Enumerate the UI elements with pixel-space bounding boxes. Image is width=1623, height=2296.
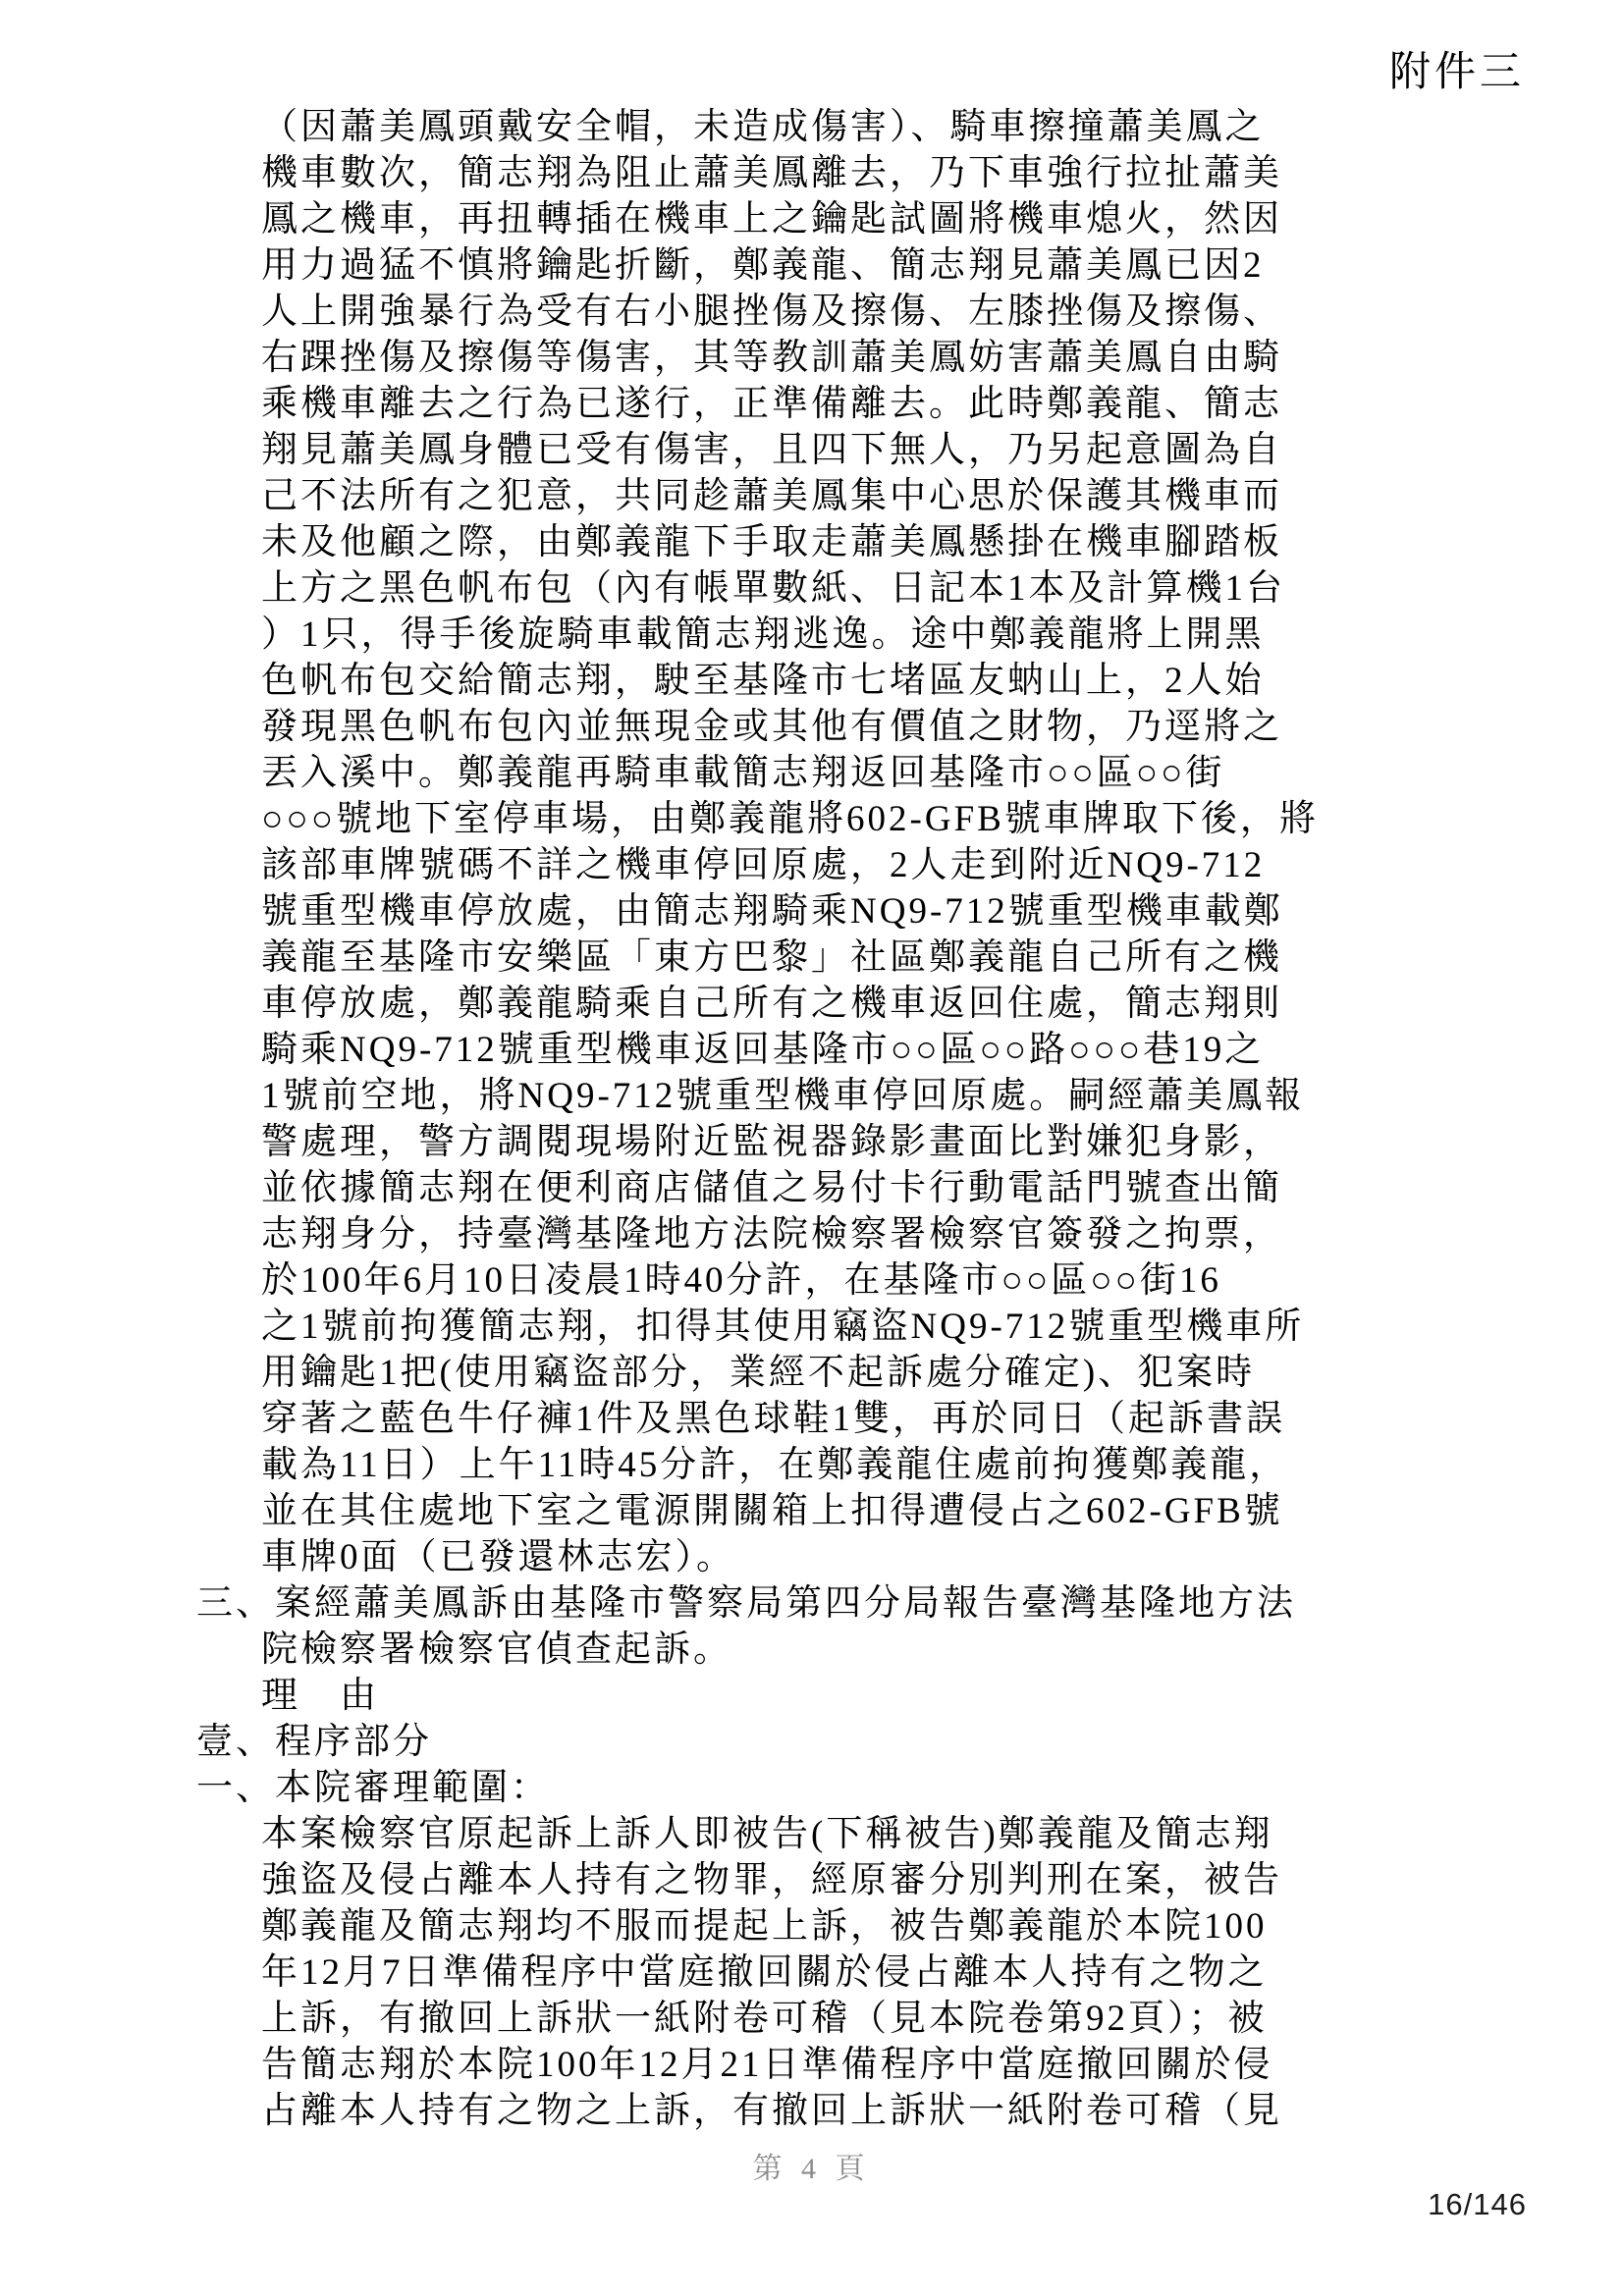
text-line: 於100年6月10日凌晨1時40分許，在基隆市○○區○○街16 bbox=[261, 1260, 1221, 1301]
text-line: 車牌0面（已發還林志宏）。 bbox=[261, 1537, 735, 1577]
text-line: 乘機車離去之行為已遂行，正準備離去。此時鄭義龍、簡志 bbox=[261, 384, 1282, 424]
text-line: 人上開強暴行為受有右小腿挫傷及擦傷、左膝挫傷及擦傷、 bbox=[261, 292, 1282, 332]
text-line: 三、案經蕭美鳳訴由基隆市警察局第四分局報告臺灣基隆地方法 bbox=[196, 1583, 1296, 1624]
text-line: 騎乘NQ9-712號重型機車返回基隆市○○區○○路○○○巷19之 bbox=[261, 1030, 1265, 1070]
text-line: 鳳之機車，再扭轉插在機車上之鑰匙試圖將機車熄火，然因 bbox=[261, 199, 1282, 240]
pdf-page-indicator: 16/146 bbox=[1428, 2187, 1527, 2221]
text-line: 之1號前拘獲簡志翔，扣得其使用竊盜NQ9-712號重型機車所 bbox=[261, 1307, 1305, 1347]
text-line: 該部車牌號碼不詳之機車停回原處，2人走到附近NQ9-712 bbox=[261, 845, 1266, 885]
text-line: ）1只，得手後旋騎車載簡志翔逃逸。途中鄭義龍將上開黑 bbox=[261, 614, 1265, 655]
text-line: 鄭義龍及簡志翔均不服而提起上訴，被告鄭義龍於本院100 bbox=[261, 1906, 1268, 1947]
text-line: 右踝挫傷及擦傷等傷害，其等教訓蕭美鳳妨害蕭美鳳自由騎 bbox=[261, 338, 1282, 378]
text-line: 載為11日）上午11時45分許，在鄭義龍住處前拘獲鄭義龍， bbox=[261, 1445, 1289, 1485]
text-line: 理 由 bbox=[261, 1676, 379, 1716]
text-line: 丟入溪中。鄭義龍再騎車載簡志翔返回基隆市○○區○○街 bbox=[261, 753, 1225, 793]
text-line: 用力過猛不慎將鑰匙折斷，鄭義龍、簡志翔見蕭美鳳已因2 bbox=[261, 245, 1265, 286]
text-line: 車停放處，鄭義龍騎乘自己所有之機車返回住處，簡志翔則 bbox=[261, 984, 1282, 1024]
text-line: （因蕭美鳳頭戴安全帽，未造成傷害）、騎車擦撞蕭美鳳之 bbox=[261, 107, 1265, 147]
text-line: 告簡志翔於本院100年12月21日準備程序中當庭撤回關於侵 bbox=[261, 2045, 1273, 2085]
text-line: 號重型機車停放處，由簡志翔騎乘NQ9-712號重型機車載鄭 bbox=[261, 891, 1283, 932]
text-line: 占離本人持有之物之上訴，有撤回上訴狀一紙附卷可稽（見 bbox=[261, 2091, 1282, 2131]
text-line: 1號前空地，將NQ9-712號重型機車停回原處。嗣經蕭美鳳報 bbox=[261, 1076, 1305, 1116]
text-line: 年12月7日準備程序中當庭撤回關於侵占離本人持有之物之 bbox=[261, 1952, 1268, 1993]
text-line: 一、本院審理範圍： bbox=[196, 1768, 550, 1808]
text-line: 本案檢察官原起訴上訴人即被告(下稱被告)鄭義龍及簡志翔 bbox=[261, 1814, 1273, 1854]
text-line: 翔見蕭美鳳身體已受有傷害，且四下無人，乃另起意圖為自 bbox=[261, 430, 1282, 470]
text-line: 用鑰匙1把(使用竊盜部分，業經不起訴處分確定)、犯案時 bbox=[261, 1353, 1256, 1393]
text-line: 己不法所有之犯意，共同趁蕭美鳳集中心思於保護其機車而 bbox=[261, 476, 1282, 516]
text-line: 義龍至基隆市安樂區「東方巴黎」社區鄭義龍自己所有之機 bbox=[261, 937, 1282, 978]
text-line: ○○○號地下室停車場，由鄭義龍將602-GFB號車牌取下後，將 bbox=[261, 799, 1319, 839]
document-body bbox=[196, 104, 1591, 2134]
text-line: 並依據簡志翔在便利商店儲值之易付卡行動電話門號查出簡 bbox=[261, 1168, 1282, 1208]
text-line: 機車數次，簡志翔為阻止蕭美鳳離去，乃下車強行拉扯蕭美 bbox=[261, 153, 1282, 193]
text-line: 發現黑色帆布包內並無現金或其他有價值之財物，乃逕將之 bbox=[261, 707, 1282, 747]
text-line: 穿著之藍色牛仔褲1件及黑色球鞋1雙，再於同日（起訴書誤 bbox=[261, 1399, 1285, 1439]
text-line: 壹、程序部分 bbox=[196, 1722, 432, 1762]
text-line: 並在其住處地下室之電源開關箱上扣得遭侵占之602-GFB號 bbox=[261, 1491, 1283, 1531]
text-line: 色帆布包交給簡志翔，駛至基隆市七堵區友蚋山上，2人始 bbox=[261, 661, 1265, 701]
text-line: 志翔身分，持臺灣基隆地方法院檢察署檢察官簽發之拘票， bbox=[261, 1214, 1282, 1255]
text-line: 警處理，警方調閱現場附近監視器錄影畫面比對嫌犯身影， bbox=[261, 1122, 1282, 1162]
text-line: 上方之黑色帆布包（內有帳單數紙、日記本1本及計算機1台 bbox=[261, 568, 1285, 609]
page-number-footer: 第 4 頁 bbox=[752, 2153, 871, 2185]
attachment-label: 附件三 bbox=[1388, 50, 1525, 95]
text-line: 院檢察署檢察官偵查起訴。 bbox=[261, 1629, 732, 1670]
text-line: 上訴，有撤回上訴狀一紙附卷可稽（見本院卷第92頁）；被 bbox=[261, 1999, 1268, 2039]
text-line: 未及他顧之際，由鄭義龍下手取走蕭美鳳懸掛在機車腳踏板 bbox=[261, 522, 1282, 562]
text-line: 強盜及侵占離本人持有之物罪，經原審分別判刑在案，被告 bbox=[261, 1860, 1282, 1900]
